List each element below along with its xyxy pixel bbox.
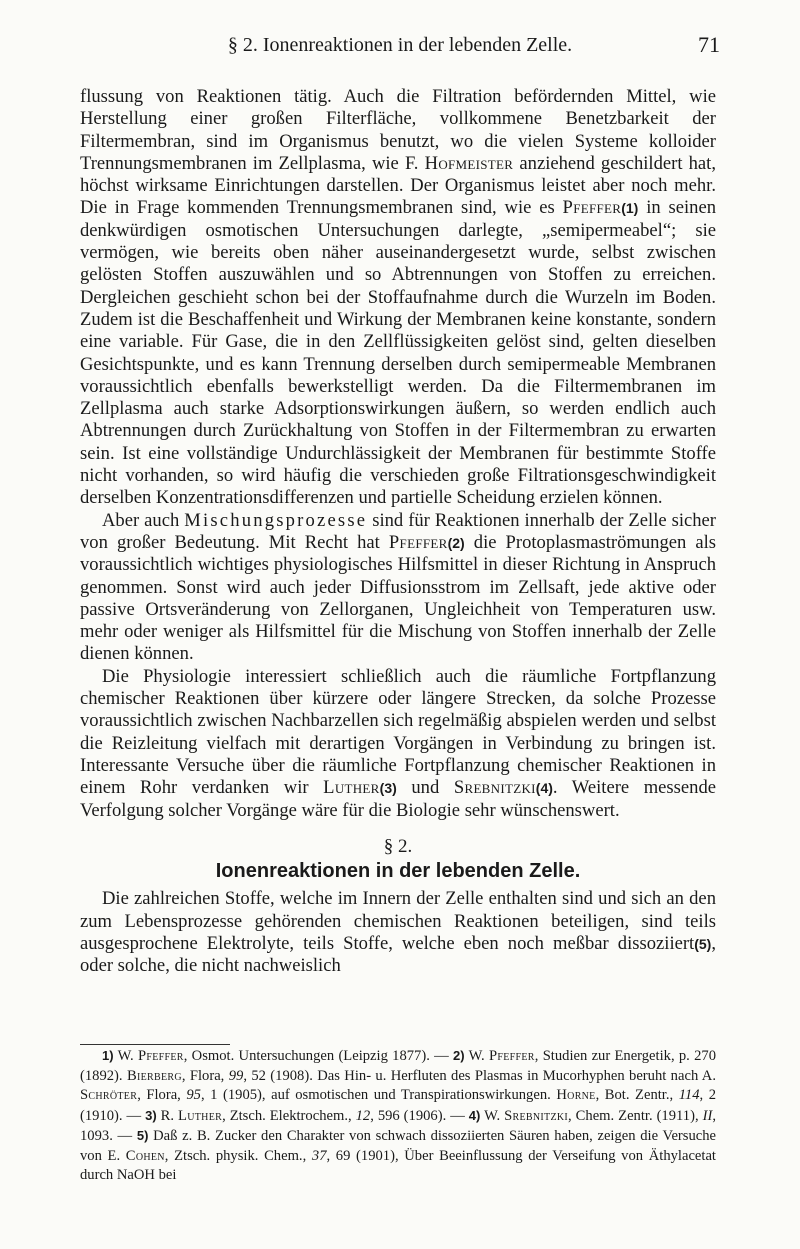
- footnote-number: 5): [136, 1128, 149, 1143]
- footnote-ref: (1): [621, 200, 639, 217]
- author-name: Hofmeister: [424, 152, 514, 174]
- page-number: 71: [698, 32, 720, 57]
- footnote-number: 4): [468, 1107, 481, 1123]
- paragraph-3: Die Physiologie interessiert schließlich auch die räumliche Fortpflanzung chemischer Reaktionen über kürzere oder längere Strecken, da solche Prozesse voraussichtlich zwischen Nachbarzellen sich regelmäßig abspielen werden und selbst die Reizleitung vielfach mit derartigen Vorgängen in Verbindung zu bringen ist. Interessante Versuche über die räumliche Fortpflanzung chemischer Reaktionen in einem Rohr verdanken wir Luther(3) und Srebnitzki(4). Weitere messende Verfolgung solcher Vorgänge wäre für die Biologie sehr wünschenswert.: [80, 665, 717, 821]
- emphasis-text: Mischungsprozesse: [184, 509, 368, 531]
- paragraph-4: Die zahlreichen Stoffe, welche im Innern der Zelle enthalten sind und sich an den zum Lebensprozesse gehörenden chemischen Reaktionen beteiligen, sind teils ausgesprochene Elektrolyte, teils Stoffe, welche eben noch meßbar dissoziiert(5), oder solche, die nicht nachweislich: [80, 888, 716, 977]
- author-name: Srebnitzki: [453, 777, 536, 799]
- footnote-ref: (3): [379, 780, 397, 797]
- footnote-block: 1) W. Pfeffer, Osmot. Untersuchungen (Leipzig 1877). — 2) W. Pfeffer, Studien zur Energetik, p. 270 (1892). Bierberg, Flora, 99, 52 (1908). Das Hin- u. Herfluten des Plasmas in Mucorhyphen beruht nach A. Schröter, Flora, 95, 1 (1905), auf osmotischen und Transpirationswirkungen. Horne, Bot. Zentr., 114, 2 (1910). — 3) R. Luther, Ztsch. Elektrochem., 12, 596 (1906). — 4) W. Srebnitzki, Chem. Zentr. (1911), II, 1093. — 5) Daß z. B. Zucker den Charakter von schwach dissoziierten Säuren haben, zeigen die Versuche von E. Cohen, Ztsch. physik. Chem., 37, 69 (1901), Über Beeinflussung der Verseifung von Äthylacetat durch NaOH bei: [80, 1048, 717, 1183]
- footnote-number: 3): [145, 1107, 157, 1123]
- paragraph-2: Aber auch Mischungsprozesse sind für Reaktionen innerhalb der Zelle sicher von großer Bedeutung. Mit Recht hat Pfeffer(2) die Protoplasmaströmungen als voraussichtlich wichtiges physiologisches Hilfsmittel in dieser Richtung in Anspruch genommen. Sonst wird auch jeder Diffusionsstrom im Zellsaft, jede aktive oder passive Ortsveränderung von Zellorganen, Ungleichheit von Temperaturen usw. mehr oder weniger als Hilfsmittel für die Mischung von Stoffen innerhalb der Zelle dienen können.: [80, 509, 717, 665]
- running-header: [80, 34, 720, 64]
- footnote-divider: [80, 1044, 230, 1045]
- footnote-ref: (4): [535, 780, 553, 797]
- footnotes: [80, 1046, 716, 1186]
- footnote-number: 2): [453, 1048, 465, 1063]
- author-name: Pfeffer: [388, 531, 448, 553]
- footnote-ref: (2): [447, 534, 465, 551]
- author-name: Luther: [323, 777, 380, 799]
- running-title: § 2. Ionenreaktionen in der lebenden Zelle.: [227, 34, 573, 56]
- footnote-ref: (5): [694, 935, 712, 952]
- body-text: [80, 86, 716, 978]
- author-name: Pfeffer: [562, 197, 622, 219]
- paragraph-1: flussung von Reaktionen tätig. Auch die Filtration befördernden Mittel, wie Herstellung einer großen Filterfläche, vollkommene Benetzbarkeit der Filtermembran, sind im Organismus benutzt, wo die vielen Systeme kolloider Trennungsmembranen im Zellplasma, wie F. Hofmeister anziehend geschildert hat, höchst wirksame Einrichtungen darstellen. Der Organismus leistet aber noch mehr. Die in Frage kommenden Trennungsmembranen sind, wie es Pfeffer(1) in seinen denkwürdigen osmotischen Untersuchungen darlegte, „semipermeabel“; sie vermögen, wie bereits oben näher auseinandergesetzt wurde, selbst zwischen gelösten Stoffen auszuwählen und so Abtrennungen von Stoffen zu erreichen. Dergleichen geschieht schon bei der Stoffaufnahme durch die Wurzeln im Boden. Zudem ist die Beschaffenheit und Wirkung der Membranen keine konstante, sondern eine variable. Für Gase, die in den Zellflüssigkeiten gelöst sind, gelten dieselben Gesichtspunkte, und es kann Trennung derselben durch semipermeable Membranen voraussichtlich ebenfalls bewerkstelligt werden. Da die Filtermembranen im Zellplasma auch starke Adsorptionswirkungen äußern, so werden endlich auch Abtrennungen durch Zurückhaltung von Stoffen in der Filtermembran zu erwarten sein. Ist eine vollständige Undurchlässigkeit der Membranen für bestimmte Stoffe nicht vorhanden, so wird häufig die verschieden große Filtrationsgeschwindigkeit derselben Konzentrationsdifferenzen und partielle Scheidung erzielen können.: [80, 86, 716, 509]
- section-heading: Ionenreaktionen in der lebenden Zelle.: [215, 860, 581, 883]
- section-number: § 2.: [383, 835, 413, 857]
- footnote-number: 1): [102, 1048, 114, 1063]
